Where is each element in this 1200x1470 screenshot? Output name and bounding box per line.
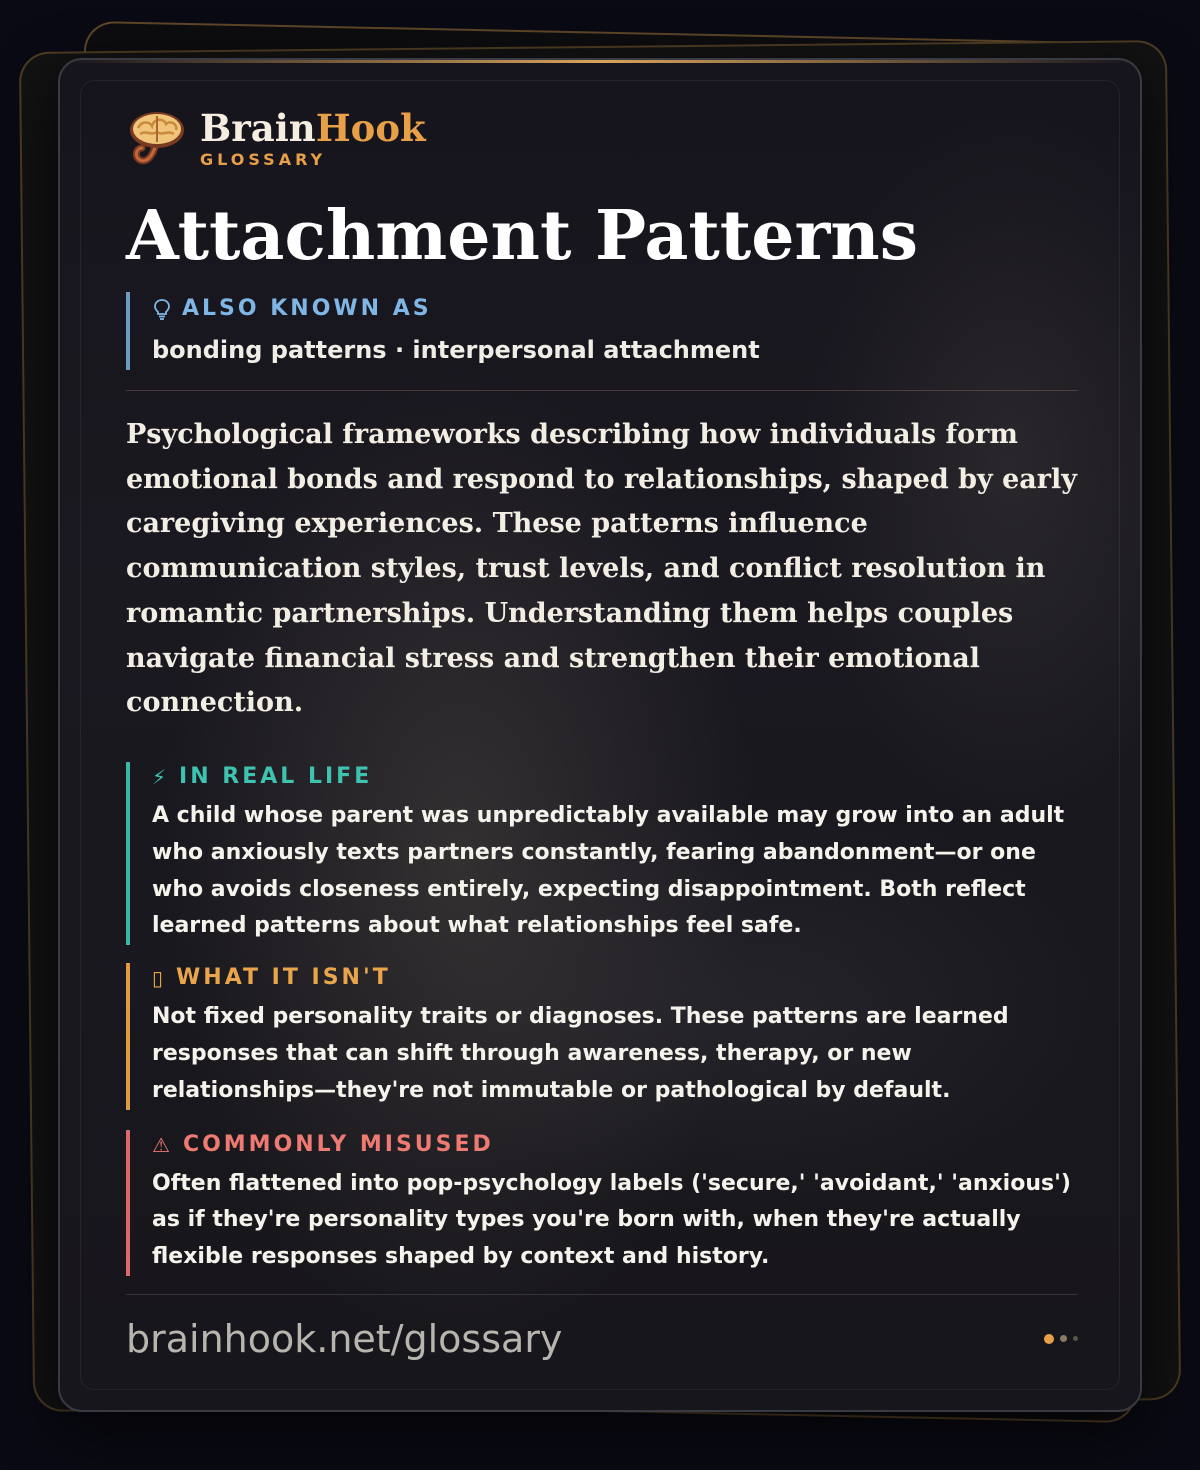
page-dot-active: [1044, 1334, 1054, 1344]
brand-text: [200, 105, 426, 169]
commonly-misused-heading: [152, 1130, 1078, 1160]
aka-heading: [152, 294, 1078, 324]
missing-glyph-icon: ▯: [152, 966, 167, 991]
real-life-heading: [152, 762, 1078, 792]
what-it-isnt-block: [126, 963, 1078, 1109]
brand-header: [126, 106, 1078, 170]
lightbulb-icon: [152, 298, 172, 320]
footer-url[interactable]: brainhook.net/glossary: [126, 1316, 563, 1361]
card-content: [126, 106, 1078, 1361]
brand-name: [200, 105, 426, 150]
aka-text: bonding patterns · interpersonal attachment: [152, 336, 760, 364]
real-life-text: A child whose parent was unpredictably available may grow into an adult who anxiously texts partners constantly, fearing abandonment—or one who avoids closeness entirely, expecting disappointment. Both reflect learned patterns about what relationships feel safe.: [152, 802, 1065, 939]
aka-heading-label: ALSO KNOWN AS: [182, 296, 432, 321]
glossary-card: [58, 58, 1142, 1412]
what-it-isnt-text: Not fixed personality traits or diagnoses. These patterns are learned responses that can shift through awareness, therapy, or new relationships—they're not immutable or pathological by default.: [152, 1004, 1009, 1103]
page-dot: [1060, 1335, 1067, 1342]
lightning-icon: ⚡: [152, 764, 170, 789]
brand-subtitle: GLOSSARY: [200, 149, 327, 169]
brain-hook-icon: [126, 108, 186, 168]
definition-text: Psychological frameworks describing how individuals form emotional bonds and respond to relationships, shaped by early caregiving experiences. These patterns influence communication styles, trust levels, and conflict resolution in romantic partnerships. Understanding them helps couples navigate financial stress and strengthen their emotional connection.: [126, 419, 1077, 719]
commonly-misused-block: [126, 1130, 1078, 1276]
brand-name-hook: Hook: [315, 105, 426, 150]
page-dot: [1073, 1336, 1078, 1341]
divider: [126, 390, 1078, 391]
term-title: Attachment Patterns: [126, 196, 919, 276]
commonly-misused-heading-label: COMMONLY MISUSED: [182, 1131, 494, 1157]
commonly-misused-text: Often flattened into pop-psychology labels ('secure,' 'avoidant,' 'anxious') as if they're personality types you're born with, when they're actually flexible responses shaped by context and history.: [152, 1170, 1071, 1270]
page-dots: [1044, 1334, 1078, 1344]
brand-name-brain: Brain: [200, 105, 316, 150]
footer-divider: [126, 1294, 1078, 1295]
real-life-block: [126, 762, 1078, 945]
footer: [126, 1317, 1078, 1361]
real-life-heading-label: IN REAL LIFE: [179, 763, 373, 789]
what-it-isnt-heading-label: WHAT IT ISN'T: [176, 965, 391, 991]
also-known-as-block: [126, 292, 1078, 370]
warning-icon: ⚠: [152, 1132, 173, 1157]
what-it-isnt-heading: [152, 963, 1078, 993]
